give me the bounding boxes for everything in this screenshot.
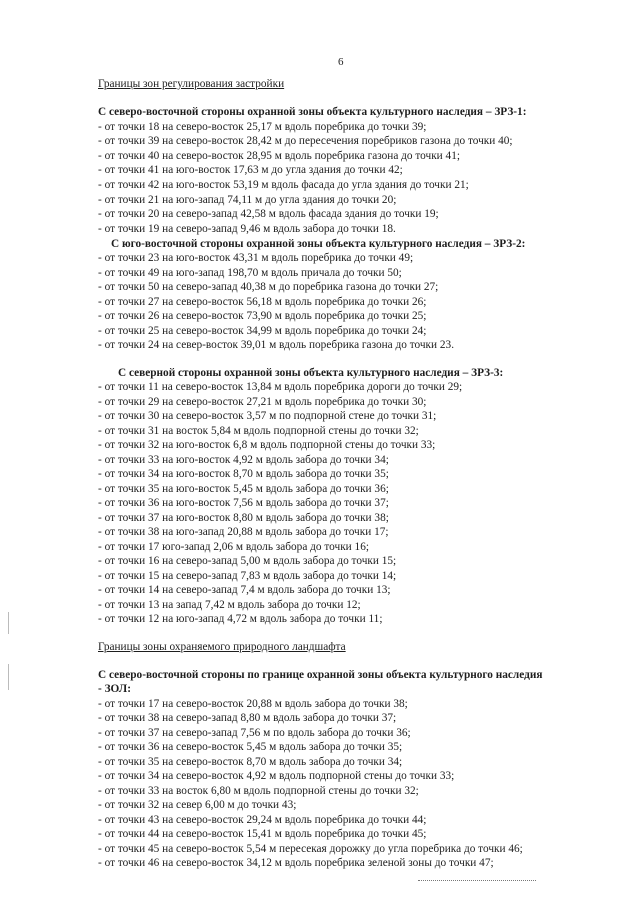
list-item: - от точки 32 на север 6,00 м до точки 43; [98, 799, 297, 811]
list-item: - от точки 33 на юго-восток 4,92 м вдоль забора до точки 34; [98, 454, 389, 466]
list-item: - от точки 29 на северо-восток 27,21 м вдоль поребрика до точки 30; [98, 396, 427, 408]
list-item: - от точки 31 на восток 5,84 м вдоль подпорной стены до точки 32; [98, 425, 419, 437]
list-item: - от точки 42 на юго-восток 53,19 м вдоль фасада до угла здания до точки 21; [98, 179, 469, 191]
list-item: - от точки 24 на север-восток 39,01 м вдоль поребрика газона до точки 23. [98, 339, 455, 351]
list-item: - от точки 30 на северо-восток 3,57 м по подпорной стене до точки 31; [98, 410, 437, 422]
list-item: - от точки 35 на юго-восток 5,45 м вдоль забора до точки 36; [98, 483, 389, 495]
list-item: - от точки 16 на северо-запад 5,00 м вдоль забора до точки 15; [98, 555, 397, 567]
list-item: - от точки 25 на северо-восток 34,99 м вдоль поребрика до точки 24; [98, 325, 427, 337]
list-item: - от точки 17 юго-запад 2,06 м вдоль забора до точки 16; [98, 541, 369, 553]
list-item: - от точки 18 на северо-восток 25,17 м вдоль поребрика до точки 39; [98, 121, 427, 133]
list-item: - от точки 15 на северо-запад 7,83 м вдоль забора до точки 14; [98, 570, 397, 582]
list-item: - от точки 37 на северо-запад 7,56 м по вдоль забора до точки 36; [98, 727, 411, 739]
list-item: - от точки 43 на северо-восток 29,24 м вдоль поребрика до точки 44; [98, 814, 427, 826]
page-number: 6 [338, 56, 344, 68]
list-item: - от точки 20 на северо-запад 42,58 м вдоль фасада здания до точки 19; [98, 208, 439, 220]
list-item: - от точки 17 на северо-восток 20,88 м вдоль забора до точки 38; [98, 698, 408, 710]
list-item: - от точки 38 на юго-запад 20,88 м вдоль забора до точки 17; [98, 526, 389, 538]
list-item: - от точки 26 на северо-восток 73,90 м вдоль поребрика до точки 25; [98, 310, 427, 322]
list-item: - от точки 50 на северо-запад 40,38 м до поребрика газона до точки 27; [98, 281, 439, 293]
list-item: - от точки 46 на северо-восток 34,12 м вдоль поребрика зеленой зоны до точки 47; [98, 857, 494, 869]
list-item: - от точки 11 на северо-восток 13,84 м вдоль поребрика дороги до точки 29; [98, 381, 463, 393]
list-item: - от точки 21 на юго-запад 74,11 м до угла здания до точки 20; [98, 194, 397, 206]
list-item: - от точки 12 на юго-запад 4,72 м вдоль забора до точки 11; [98, 613, 383, 625]
zol-heading-continued: - ЗОЛ: [98, 683, 131, 695]
zrz3-heading: С северной стороны охранной зоны объекта культурного наследия – ЗРЗ-3: [118, 367, 504, 379]
footer-rule [418, 880, 536, 881]
scan-margin-mark [8, 612, 9, 634]
list-item: - от точки 45 на северо-восток 5,54 м пересекая дорожку до угла поребрика до точки 46; [98, 843, 523, 855]
section-heading-regulation: Границы зон регулирования застройки [98, 78, 285, 90]
list-item: - от точки 32 на юго-восток 6,8 м вдоль подпорной стены до точки 33; [98, 439, 436, 451]
list-item: - от точки 23 на юго-восток 43,31 м вдоль поребрика до точки 49; [98, 252, 414, 264]
list-item: - от точки 37 на юго-восток 8,80 м вдоль забора до точки 38; [98, 512, 389, 524]
list-item: - от точки 38 на северо-запад 8,80 м вдоль забора до точки 37; [98, 712, 397, 724]
list-item: - от точки 49 на юго-запад 198,70 м вдоль причала до точки 50; [98, 267, 402, 279]
list-item: - от точки 41 на юго-восток 17,63 м до угла здания до точки 42; [98, 164, 403, 176]
list-item: - от точки 27 на северо-восток 56,18 м вдоль поребрика до точки 26; [98, 296, 427, 308]
list-item: - от точки 39 на северо-восток 28,42 м до пересечения поребриков газона до точки 40; [98, 135, 513, 147]
list-item: - от точки 35 на северо-восток 8,70 м вдоль забора до точки 34; [98, 756, 403, 768]
list-item: - от точки 33 на восток 6,80 м вдоль подпорной стены до точки 32; [98, 785, 419, 797]
list-item: - от точки 36 на юго-восток 7,56 м вдоль забора до точки 37; [98, 497, 389, 509]
zol-heading: С северо-восточной стороны по границе охранной зоны объекта культурного наследия [98, 669, 543, 681]
list-item: - от точки 36 на северо-восток 5,45 м вдоль забора до точки 35; [98, 741, 403, 753]
list-item: - от точки 14 на северо-запад 7,4 м вдоль забора до точки 13; [98, 584, 391, 596]
list-item: - от точки 44 на северо-восток 15,41 м вдоль поребрика до точки 45; [98, 828, 427, 840]
scan-margin-mark [8, 664, 9, 690]
zrz2-heading: С юго-восточной стороны охранной зоны объекта культурного наследия – ЗРЗ-2: [111, 238, 526, 250]
list-item: - от точки 13 на запад 7,42 м вдоль забора до точки 12; [98, 599, 361, 611]
list-item: - от точки 40 на северо-восток 28,95 м вдоль поребрика газона до точки 41; [98, 150, 460, 162]
list-item: - от точки 34 на северо-восток 4,92 м вдоль подпорной стены до точки 33; [98, 770, 455, 782]
zrz1-heading: С северо-восточной стороны охранной зоны объекта культурного наследия – ЗРЗ-1: [98, 106, 527, 118]
list-item: - от точки 19 на северо-запад 9,46 м вдоль забора до точки 18. [98, 223, 396, 235]
list-item: - от точки 34 на юго-восток 8,70 м вдоль забора до точки 35; [98, 468, 389, 480]
section-heading-landscape: Границы зоны охраняемого природного ландшафта [98, 641, 346, 653]
